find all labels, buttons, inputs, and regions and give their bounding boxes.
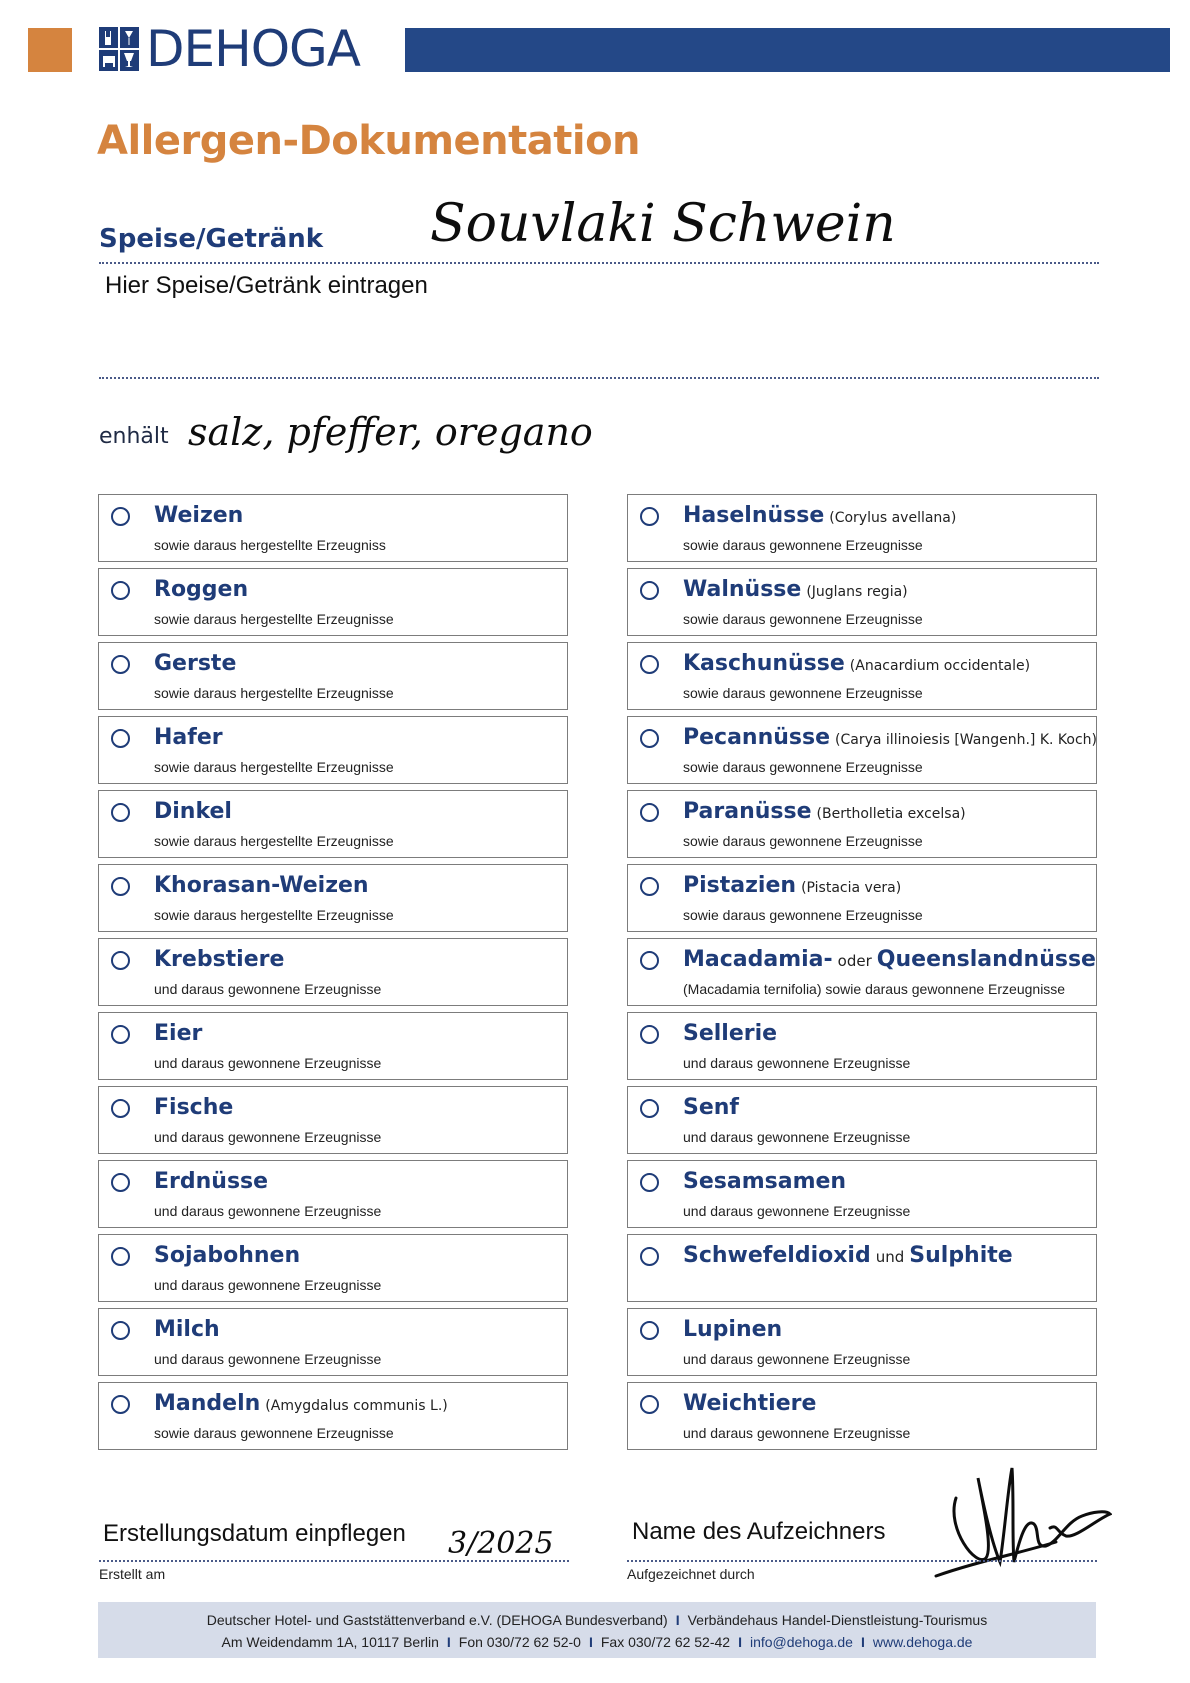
allergen-item[interactable] bbox=[98, 642, 568, 710]
allergen-name-text: Sojabohnen bbox=[154, 1243, 301, 1268]
allergen-name bbox=[154, 503, 243, 528]
allergen-item[interactable] bbox=[98, 864, 568, 932]
allergen-subtitle: sowie daraus gewonnene Erzeugnisse bbox=[683, 907, 923, 923]
radio-circle-icon[interactable] bbox=[640, 1025, 659, 1044]
radio-circle-icon[interactable] bbox=[111, 729, 130, 748]
allergen-latin-name: (Anacardium occidentale) bbox=[849, 658, 1031, 674]
allergen-subtitle: sowie daraus hergestellte Erzeugnisse bbox=[154, 611, 394, 627]
allergen-name bbox=[683, 1169, 846, 1194]
allergen-name bbox=[683, 873, 901, 898]
allergen-subtitle: und daraus gewonnene Erzeugnisse bbox=[154, 1129, 382, 1145]
allergen-subtitle: (Macadamia ternifolia) sowie daraus gewonnene Erzeugnisse bbox=[683, 981, 1066, 997]
allergen-item[interactable] bbox=[627, 1308, 1097, 1376]
radio-circle-icon[interactable] bbox=[640, 951, 659, 970]
allergen-subtitle: und daraus gewonnene Erzeugnisse bbox=[154, 981, 382, 997]
allergen-subtitle: und daraus gewonnene Erzeugnisse bbox=[154, 1055, 382, 1071]
radio-circle-icon[interactable] bbox=[640, 1247, 659, 1266]
dish-second-line[interactable] bbox=[99, 377, 1099, 379]
allergen-item[interactable] bbox=[627, 790, 1097, 858]
footer-association: Deutscher Hotel- und Gaststättenverband e.V. (DEHOGA Bundesverband) bbox=[206, 1612, 668, 1628]
creation-date-line[interactable] bbox=[99, 1560, 569, 1562]
allergen-connector: und bbox=[875, 1248, 905, 1266]
radio-circle-icon[interactable] bbox=[111, 1321, 130, 1340]
footer-separator: I bbox=[675, 1612, 680, 1628]
radio-circle-icon[interactable] bbox=[640, 877, 659, 896]
dish-label: Speise/Getränk bbox=[99, 224, 324, 254]
allergen-name bbox=[154, 577, 248, 602]
allergen-subtitle: sowie daraus hergestellte Erzeugnisse bbox=[154, 907, 394, 923]
allergen-item[interactable] bbox=[98, 1012, 568, 1080]
recorder-signature[interactable] bbox=[916, 1458, 1112, 1582]
allergen-item[interactable] bbox=[627, 1160, 1097, 1228]
allergen-subtitle: und daraus gewonnene Erzeugnisse bbox=[683, 1203, 911, 1219]
allergen-name-text: Sesamsamen bbox=[683, 1169, 847, 1194]
radio-circle-icon[interactable] bbox=[640, 655, 659, 674]
recorder-label: Name des Aufzeichners bbox=[632, 1518, 886, 1545]
allergen-subtitle: und daraus gewonnene Erzeugnisse bbox=[683, 1351, 911, 1367]
allergen-item[interactable] bbox=[98, 568, 568, 636]
allergen-latin-name: (Bertholletia excelsa) bbox=[816, 806, 966, 822]
allergen-subtitle: sowie daraus hergestellte Erzeugnisse bbox=[154, 685, 394, 701]
allergen-name bbox=[154, 799, 232, 824]
allergen-item[interactable] bbox=[98, 790, 568, 858]
allergen-name-text: Pecannüsse bbox=[683, 725, 831, 750]
footer-band bbox=[98, 1602, 1096, 1658]
allergen-item[interactable] bbox=[627, 1234, 1097, 1302]
allergen-name-text: Haselnüsse bbox=[683, 503, 825, 528]
allergen-item[interactable] bbox=[627, 716, 1097, 784]
allergen-name-text: Walnüsse bbox=[683, 577, 802, 602]
allergen-subtitle: und daraus gewonnene Erzeugnisse bbox=[683, 1129, 911, 1145]
allergen-name-text: Milch bbox=[154, 1317, 220, 1342]
allergen-latin-name: (Juglans regia) bbox=[806, 584, 908, 600]
allergen-name bbox=[154, 1317, 220, 1342]
allergen-name-text: Pistazien bbox=[683, 873, 797, 898]
allergen-name-text: Senf bbox=[683, 1095, 739, 1120]
allergen-item[interactable] bbox=[627, 1086, 1097, 1154]
allergen-subtitle: sowie daraus hergestellte Erzeugniss bbox=[154, 537, 386, 553]
radio-circle-icon[interactable] bbox=[640, 1395, 659, 1414]
allergen-latin-name: (Carya illinoiesis [Wangenh.] K. Koch) bbox=[835, 732, 1097, 748]
allergen-latin-name: (Pistacia vera) bbox=[801, 880, 902, 896]
footer-separator: I bbox=[860, 1634, 865, 1650]
allergen-name bbox=[683, 1317, 782, 1342]
allergen-name bbox=[683, 503, 956, 528]
allergen-name-text: Eier bbox=[154, 1021, 203, 1046]
footer-fax: Fax 030/72 62 52-42 bbox=[600, 1634, 731, 1650]
footer-address: Am Weidendamm 1A, 10117 Berlin bbox=[221, 1634, 439, 1650]
allergen-name bbox=[154, 1169, 268, 1194]
allergen-name bbox=[683, 799, 966, 824]
allergen-latin-name: (Corylus avellana) bbox=[829, 510, 957, 526]
allergen-item[interactable] bbox=[98, 1234, 568, 1302]
allergen-name-text: Weizen bbox=[154, 503, 244, 528]
radio-circle-icon[interactable] bbox=[111, 581, 130, 600]
allergen-name bbox=[154, 725, 223, 750]
allergen-name-text: Fische bbox=[154, 1095, 234, 1120]
footer-separator: I bbox=[446, 1634, 451, 1650]
allergen-name bbox=[154, 651, 236, 676]
allergen-name-text: Macadamia- bbox=[683, 947, 833, 972]
allergen-subtitle: sowie daraus hergestellte Erzeugnisse bbox=[154, 833, 394, 849]
footer-separator: I bbox=[738, 1634, 742, 1650]
recorder-line[interactable] bbox=[627, 1560, 1097, 1562]
allergen-name-text: Krebstiere bbox=[154, 947, 285, 972]
allergen-item[interactable] bbox=[627, 494, 1097, 562]
radio-circle-icon[interactable] bbox=[640, 803, 659, 822]
allergen-name-text: Lupinen bbox=[683, 1317, 783, 1342]
allergen-item[interactable] bbox=[98, 1308, 568, 1376]
allergen-name-text: Dinkel bbox=[154, 799, 232, 824]
radio-circle-icon[interactable] bbox=[111, 1025, 130, 1044]
allergen-name-text: Sellerie bbox=[683, 1021, 778, 1046]
allergen-name bbox=[683, 651, 1030, 676]
allergen-connector: oder bbox=[837, 952, 872, 970]
allergen-name-text: Kaschunüsse bbox=[683, 651, 845, 676]
allergen-name-text: Mandeln bbox=[154, 1391, 261, 1416]
allergen-subtitle: sowie daraus gewonnene Erzeugnisse bbox=[683, 611, 923, 627]
allergen-name bbox=[154, 1391, 448, 1416]
radio-circle-icon[interactable] bbox=[640, 729, 659, 748]
page-title: Allergen-Dokumentation bbox=[97, 118, 641, 164]
allergen-name-second: Sulphite bbox=[909, 1243, 1013, 1268]
footer-separator: I bbox=[588, 1634, 593, 1650]
brand-square bbox=[28, 28, 72, 72]
radio-circle-icon[interactable] bbox=[640, 1321, 659, 1340]
allergen-subtitle: und daraus gewonnene Erzeugnisse bbox=[154, 1351, 382, 1367]
allergen-item[interactable] bbox=[98, 1160, 568, 1228]
allergen-item[interactable] bbox=[627, 642, 1097, 710]
radio-circle-icon[interactable] bbox=[640, 507, 659, 526]
dish-input-line[interactable] bbox=[99, 262, 1099, 264]
allergen-item[interactable] bbox=[98, 494, 568, 562]
allergen-name-text: Khorasan-Weizen bbox=[154, 873, 369, 898]
allergen-item[interactable] bbox=[627, 938, 1097, 1006]
allergen-subtitle: sowie daraus gewonnene Erzeugnisse bbox=[683, 833, 923, 849]
allergen-latin-name: (Amygdalus communis L.) bbox=[265, 1398, 448, 1414]
radio-circle-icon[interactable] bbox=[111, 877, 130, 896]
allergen-subtitle: sowie daraus hergestellte Erzeugnisse bbox=[154, 759, 394, 775]
allergen-subtitle: und daraus gewonnene Erzeugnisse bbox=[154, 1203, 382, 1219]
recorder-caption: Aufgezeichnet durch bbox=[627, 1566, 755, 1582]
allergen-name bbox=[683, 1243, 1013, 1268]
logo-text: DEHOGA bbox=[146, 20, 360, 78]
allergen-name-text: Gerste bbox=[154, 651, 237, 676]
allergen-subtitle: sowie daraus gewonnene Erzeugnisse bbox=[154, 1425, 394, 1441]
allergen-name bbox=[683, 577, 908, 602]
dehoga-emblem-icon bbox=[98, 26, 140, 72]
allergen-name bbox=[154, 1243, 300, 1268]
radio-circle-icon[interactable] bbox=[111, 951, 130, 970]
contains-handwritten-value[interactable]: salz, pfeffer, oregano bbox=[188, 410, 593, 454]
allergen-name-second: Queenslandnüsse bbox=[876, 947, 1096, 972]
footer-email-link[interactable]: info@dehoga.de bbox=[749, 1634, 853, 1650]
allergen-name bbox=[154, 947, 284, 972]
footer-phone: Fon 030/72 62 52-0 bbox=[458, 1634, 581, 1650]
radio-circle-icon[interactable] bbox=[640, 1099, 659, 1118]
footer-line-1 bbox=[98, 1612, 1096, 1628]
creation-date-value[interactable]: 3/2025 bbox=[448, 1526, 554, 1561]
allergen-item[interactable] bbox=[627, 864, 1097, 932]
dish-hint: Hier Speise/Getränk eintragen bbox=[105, 272, 428, 299]
allergen-name bbox=[154, 873, 369, 898]
allergen-name bbox=[683, 947, 1096, 972]
allergen-name bbox=[683, 1095, 739, 1120]
allergen-name bbox=[683, 1021, 777, 1046]
dish-handwritten-value[interactable]: Souvlaki Schwein bbox=[430, 194, 896, 254]
allergen-name-text: Roggen bbox=[154, 577, 249, 602]
radio-circle-icon[interactable] bbox=[111, 1395, 130, 1414]
allergen-name bbox=[683, 725, 1097, 750]
allergen-name bbox=[154, 1095, 233, 1120]
allergen-name-text: Erdnüsse bbox=[154, 1169, 269, 1194]
radio-circle-icon[interactable] bbox=[111, 803, 130, 822]
footer-web-link[interactable]: www.dehoga.de bbox=[872, 1634, 973, 1650]
allergen-name bbox=[154, 1021, 202, 1046]
footer-house: Verbändehaus Handel-Dienstleistung-Tourismus bbox=[687, 1612, 988, 1628]
contains-label: enhält bbox=[99, 424, 169, 449]
allergen-item[interactable] bbox=[627, 568, 1097, 636]
footer-line-2 bbox=[98, 1634, 1096, 1650]
allergen-subtitle: sowie daraus gewonnene Erzeugnisse bbox=[683, 537, 923, 553]
radio-circle-icon[interactable] bbox=[111, 1247, 130, 1266]
allergen-subtitle: und daraus gewonnene Erzeugnisse bbox=[683, 1055, 911, 1071]
allergen-item[interactable] bbox=[627, 1012, 1097, 1080]
allergen-name-text: Paranüsse bbox=[683, 799, 812, 824]
creation-date-label: Erstellungsdatum einpflegen bbox=[103, 1520, 406, 1547]
allergen-item[interactable] bbox=[98, 1382, 568, 1450]
allergen-name bbox=[683, 1391, 816, 1416]
radio-circle-icon[interactable] bbox=[640, 1173, 659, 1192]
allergen-item[interactable] bbox=[98, 716, 568, 784]
brand-bar bbox=[405, 28, 1170, 72]
allergen-item[interactable] bbox=[98, 1086, 568, 1154]
dehoga-logo bbox=[98, 20, 360, 78]
allergen-subtitle: sowie daraus gewonnene Erzeugnisse bbox=[683, 685, 923, 701]
radio-circle-icon[interactable] bbox=[111, 507, 130, 526]
allergen-name-text: Weichtiere bbox=[683, 1391, 817, 1416]
allergen-name-text: Hafer bbox=[154, 725, 223, 750]
radio-circle-icon[interactable] bbox=[111, 655, 130, 674]
radio-circle-icon[interactable] bbox=[111, 1099, 130, 1118]
allergen-subtitle: sowie daraus gewonnene Erzeugnisse bbox=[683, 759, 923, 775]
radio-circle-icon[interactable] bbox=[111, 1173, 130, 1192]
allergen-subtitle: und daraus gewonnene Erzeugnisse bbox=[683, 1425, 911, 1441]
allergen-subtitle: und daraus gewonnene Erzeugnisse bbox=[154, 1277, 382, 1293]
creation-date-caption: Erstellt am bbox=[99, 1566, 166, 1582]
allergen-name-text: Schwefeldioxid bbox=[683, 1243, 871, 1268]
radio-circle-icon[interactable] bbox=[640, 581, 659, 600]
allergen-item[interactable] bbox=[627, 1382, 1097, 1450]
allergen-item[interactable] bbox=[98, 938, 568, 1006]
